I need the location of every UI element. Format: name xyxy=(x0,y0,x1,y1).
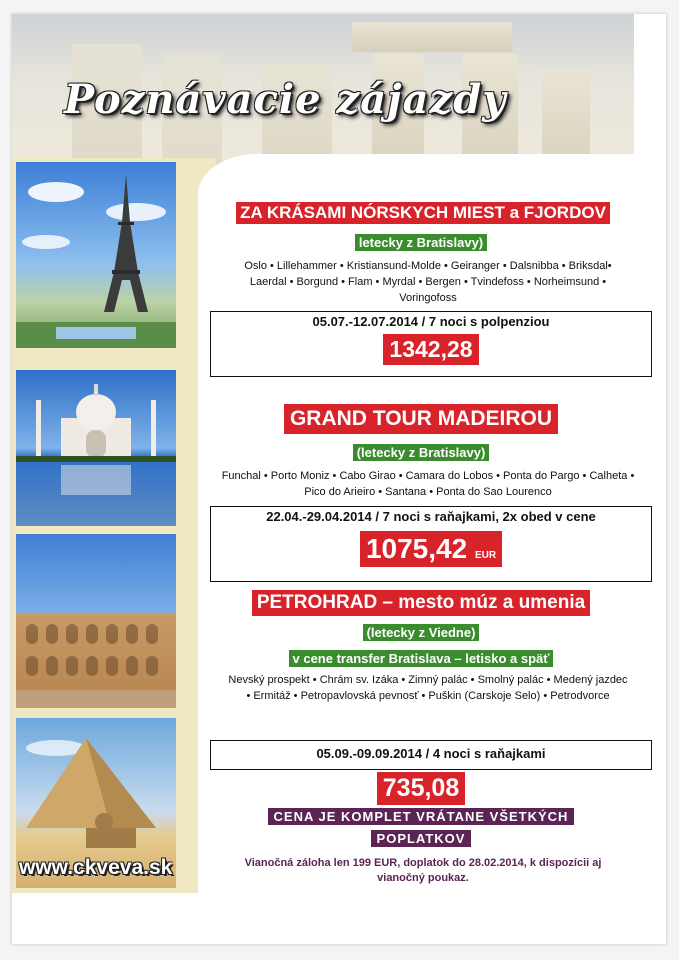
tour-1-price-wrap xyxy=(211,334,651,365)
tour-1-places: Oslo • Lillehammer • Kristiansund-Molde • Geiranger • Dalsnibba • Briksdal• Laerdal • Borgund • Flam • Myrdal • Bergen • Tvindefoss • Norheimsund • Voringofoss xyxy=(244,260,612,304)
page-title: Poznávacie zájazdy xyxy=(64,76,507,123)
tour-3-price: 735,08 xyxy=(377,772,465,805)
tour-2-dates: 22.04.-29.04.2014 / 7 noci s raňajkami, 2x obed v cene xyxy=(266,509,596,524)
tour-3-transport-wrap xyxy=(198,624,644,642)
tour-3-title-wrap xyxy=(198,590,644,616)
tour-3-date-box xyxy=(210,740,652,770)
eiffel-tower-icon xyxy=(16,162,176,348)
tour-2-title: GRAND TOUR MADEIROU xyxy=(284,404,558,434)
tour-2-date-box xyxy=(210,506,652,582)
colosseum-icon xyxy=(16,534,176,708)
tour-3-transfer-wrap xyxy=(198,650,644,668)
tour-3-price-wrap xyxy=(198,772,644,805)
photo-taj-mahal xyxy=(16,370,176,526)
photo-paris xyxy=(16,162,176,348)
tour-2-price-value: 1075,42 xyxy=(365,533,468,564)
taj-mahal-icon xyxy=(16,370,176,526)
flyer-sheet xyxy=(12,14,666,944)
website-url[interactable]: www.ckveva.sk xyxy=(19,856,173,879)
tours-content xyxy=(198,154,644,914)
tour-1-date-box xyxy=(210,311,652,377)
tour-2-price xyxy=(360,531,502,567)
tour-1-transport: letecky z Bratislavy) xyxy=(355,234,487,251)
tour-1-price: 1342,28 xyxy=(383,334,478,365)
notice-line-2-wrap xyxy=(198,830,644,848)
tour-3-transfer: v cene transfer Bratislava – letisko a späť xyxy=(289,650,554,667)
tour-3-transport: (letecky z Viedne) xyxy=(363,624,480,641)
tour-1-dates: 05.07.-12.07.2014 / 7 noci s polpenziou xyxy=(312,314,550,329)
christmas-note: Vianočná záloha len 199 EUR, doplatok do 28.02.2014, k dispozícii aj vianočný poukaz. xyxy=(244,857,602,884)
notice-line-2: POPLATKOV xyxy=(371,830,472,847)
tour-2-places: Funchal • Porto Moniz • Cabo Girao • Camara do Lobos • Ponta do Pargo • Calheta • Pico do Arieiro • Santana • Ponta do Sao Lourenco xyxy=(221,470,635,498)
tour-2-transport-wrap xyxy=(198,444,644,462)
tour-3-title: PETROHRAD – mesto múz a umenia xyxy=(252,590,590,616)
tour-2-currency: EUR xyxy=(474,550,497,561)
tour-2-price-wrap xyxy=(211,531,651,567)
photo-colosseum xyxy=(16,534,176,708)
photo-column xyxy=(12,158,216,893)
tour-3-dates: 05.09.-09.09.2014 / 4 noci s raňajkami xyxy=(316,746,546,761)
tour-2-transport: (letecky z Bratislavy) xyxy=(353,444,490,461)
tour-3-places: Nevský prospekt • Chrám sv. Izáka • Zimný palác • Smolný palác • Medený jazdec • Ermitáž • Petropavlovská pevnosť • Puškin (Carskoje Selo) • Petrodvorce xyxy=(228,674,628,702)
tour-1-transport-wrap xyxy=(198,234,644,252)
tour-2-title-wrap xyxy=(198,404,644,434)
tour-1-title: ZA KRÁSAMI NÓRSKYCH MIEST a FJORDOV xyxy=(236,202,610,224)
notice-line-1: CENA JE KOMPLET VRÁTANE VŠETKÝCH xyxy=(268,808,575,825)
tour-1-title-wrap xyxy=(208,202,638,224)
notice-line-1-wrap xyxy=(198,808,644,826)
